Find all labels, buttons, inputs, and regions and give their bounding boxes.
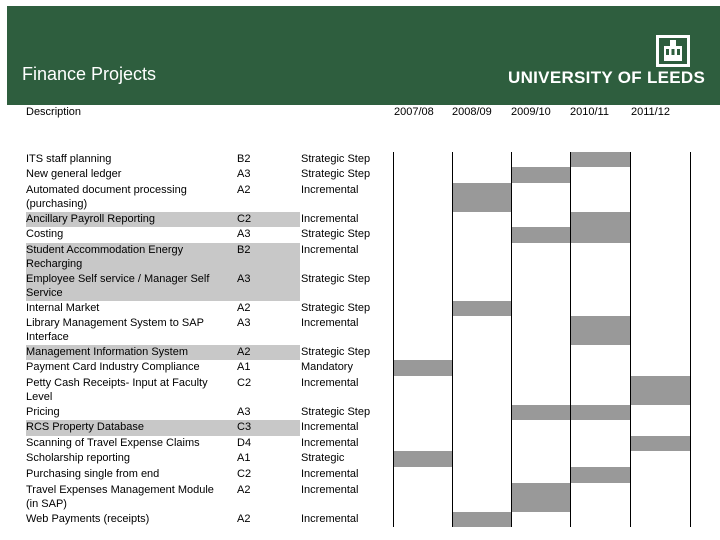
description-line: (purchasing): [26, 198, 88, 210]
year-header: 2008/09: [452, 106, 492, 118]
project-description: [26, 272, 209, 300]
project-type: Strategic Step: [301, 168, 371, 180]
grid-line: [511, 152, 512, 527]
description-line: Costing: [26, 228, 64, 240]
project-code: A3: [237, 228, 251, 240]
project-description: [26, 301, 99, 315]
project-description: [26, 152, 111, 166]
project-code: A3: [237, 317, 251, 329]
project-type: Incremental: [301, 484, 359, 496]
project-code: B2: [237, 153, 251, 165]
project-code: C2: [237, 377, 252, 389]
description-line: Travel Expenses Management Module: [26, 484, 214, 496]
timeline-bar: [571, 212, 630, 227]
project-description: [26, 212, 155, 226]
description-line: Interface: [26, 331, 69, 343]
project-code: C2: [237, 468, 252, 480]
project-description: [26, 376, 208, 404]
project-type: Incremental: [301, 468, 359, 480]
project-description: [26, 243, 183, 271]
description-line: (in SAP): [26, 498, 67, 510]
description-line: Library Management System to SAP: [26, 317, 204, 329]
project-code: A3: [237, 168, 251, 180]
description-line: Automated document processing: [26, 184, 187, 196]
project-code: A2: [237, 184, 251, 196]
description-line: Purchasing single from end: [26, 468, 160, 480]
project-code: A3: [237, 273, 251, 285]
timeline-bar: [453, 183, 511, 212]
project-type: Incremental: [301, 437, 359, 449]
timeline-bar: [394, 451, 452, 467]
project-description: [26, 345, 188, 359]
banner-background: [7, 6, 720, 105]
project-code: A3: [237, 406, 251, 418]
description-line: Web Payments (receipts): [26, 513, 150, 525]
timeline-bar: [512, 227, 570, 243]
project-code: D4: [237, 437, 252, 449]
project-type: Incremental: [301, 513, 359, 525]
description-line: Pricing: [26, 406, 60, 418]
project-code: B2: [237, 244, 251, 256]
description-line: Internal Market: [26, 302, 100, 314]
timeline-bar: [571, 227, 630, 243]
timeline-bar: [571, 316, 630, 345]
project-description: [26, 360, 200, 374]
year-header: 2009/10: [511, 106, 551, 118]
project-code: A1: [237, 452, 251, 464]
project-code: A2: [237, 513, 251, 525]
project-code: A1: [237, 361, 251, 373]
description-line: ITS staff planning: [26, 153, 112, 165]
project-code: C2: [237, 213, 252, 225]
description-line: Recharging: [26, 258, 83, 270]
project-description: [26, 316, 204, 344]
page-title: Finance Projects: [22, 64, 157, 84]
project-description: [26, 512, 149, 526]
project-code: C3: [237, 421, 252, 433]
timeline-bar: [631, 376, 690, 405]
project-type: Strategic Step: [301, 346, 371, 358]
year-header: 2010/11: [570, 106, 609, 118]
grid-line: [690, 152, 691, 527]
project-type: Mandatory: [301, 361, 353, 373]
project-code: A2: [237, 484, 251, 496]
project-description: [26, 183, 187, 211]
timeline-bar: [394, 360, 452, 376]
project-description: [26, 467, 159, 481]
crest-icon: [655, 34, 691, 68]
year-header: 2011/12: [631, 106, 670, 118]
description-line: RCS Property Database: [26, 421, 144, 433]
university-logo: UNIVERSITY OF LEEDS: [508, 68, 706, 87]
description-line: Employee Self service / Manager Self: [26, 273, 210, 285]
project-type: Incremental: [301, 421, 359, 433]
project-type: Incremental: [301, 244, 359, 256]
project-description: [26, 436, 200, 450]
project-type: Incremental: [301, 184, 359, 196]
project-description: [26, 405, 60, 419]
timeline-bar: [453, 512, 511, 527]
timeline-bar: [453, 301, 511, 316]
banner: [0, 0, 720, 105]
project-code: A2: [237, 346, 251, 358]
timeline-bar: [512, 167, 570, 183]
description-line: Ancillary Payroll Reporting: [26, 213, 155, 225]
project-type: Strategic: [301, 452, 345, 464]
description-line: Scanning of Travel Expense Claims: [26, 437, 200, 449]
project-description: [26, 483, 214, 511]
description-line: Management Information System: [26, 346, 189, 358]
timeline-bar: [512, 483, 570, 512]
timeline-bar: [571, 405, 630, 420]
header-description: Description: [26, 106, 82, 118]
timeline-bar: [571, 152, 630, 167]
project-code: A2: [237, 302, 251, 314]
project-type: Incremental: [301, 377, 359, 389]
description-line: Payment Card Industry Compliance: [26, 361, 200, 373]
project-type: Strategic Step: [301, 302, 371, 314]
project-type: Incremental: [301, 213, 359, 225]
description-line: Level: [26, 391, 53, 403]
project-description: [26, 167, 121, 181]
project-description: [26, 451, 130, 465]
project-type: Strategic Step: [301, 153, 371, 165]
grid-line: [630, 152, 631, 527]
description-line: Scholarship reporting: [26, 452, 130, 464]
timeline-bar: [631, 436, 690, 451]
description-line: New general ledger: [26, 168, 122, 180]
timeline-bar: [571, 467, 630, 483]
timeline-bar: [512, 405, 570, 420]
description-line: Petty Cash Receipts- Input at Faculty: [26, 377, 208, 389]
project-type: Strategic Step: [301, 228, 371, 240]
grid-line: [393, 152, 394, 527]
project-description: [26, 227, 63, 241]
project-type: Incremental: [301, 317, 359, 329]
project-type: Strategic Step: [301, 406, 371, 418]
description-line: Student Accommodation Energy: [26, 244, 184, 256]
project-type: Strategic Step: [301, 273, 371, 285]
description-line: Service: [26, 287, 63, 299]
project-description: [26, 420, 144, 434]
year-header: 2007/08: [394, 106, 434, 118]
